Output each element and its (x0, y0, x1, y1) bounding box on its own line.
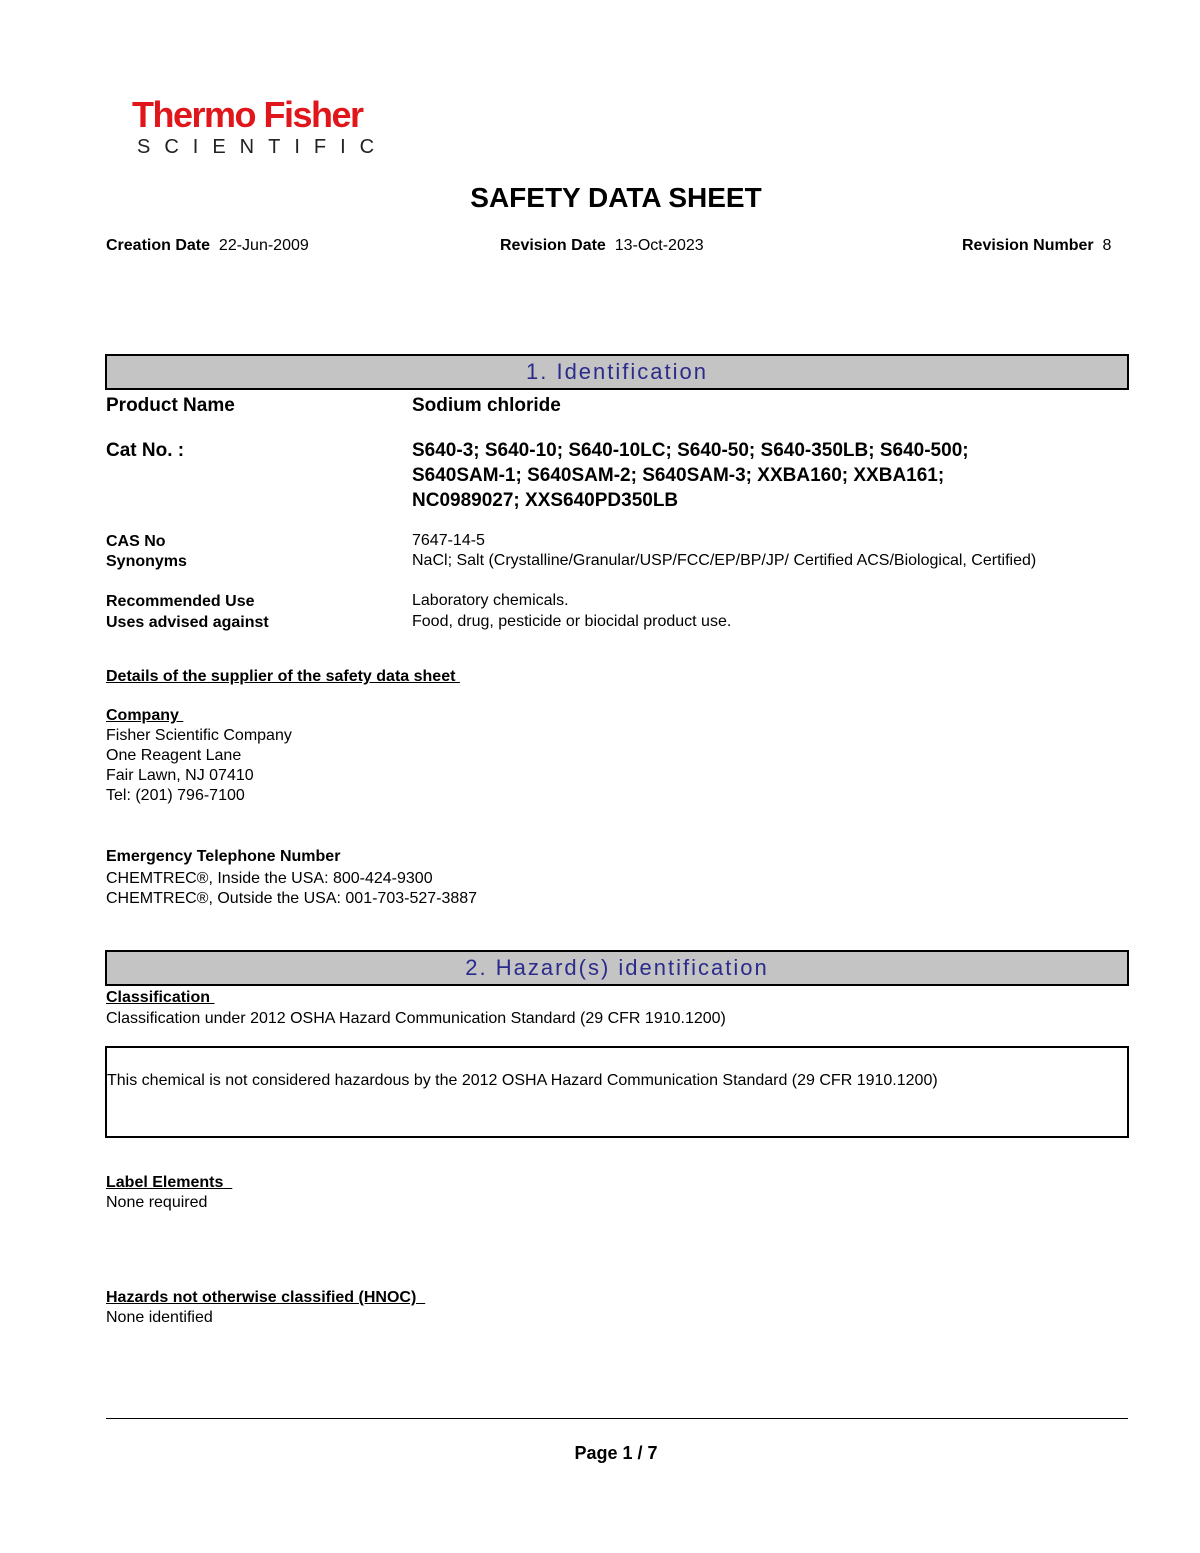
emergency-phone-line: CHEMTREC®, Inside the USA: 800-424-9300 (106, 870, 433, 887)
section-2-heading: 2. Hazard(s) identification (105, 950, 1129, 986)
company-line: One Reagent Lane (106, 747, 242, 764)
page-number: Page 1 / 7 (574, 1443, 658, 1463)
product-name-value: Sodium chloride (412, 395, 561, 416)
revision-date (500, 237, 704, 255)
cat-no-line: S640SAM-1; S640SAM-2; S640SAM-3; XXBA160; XXBA161; (412, 465, 945, 486)
revision-number-label: Revision Number (962, 237, 1094, 254)
product-name-label: Product Name (106, 395, 235, 416)
hazard-notice-text: This chemical is not considered hazardous by the 2012 OSHA Hazard Communication Standard (29 CFR 1910.1200) (107, 1072, 938, 1089)
emergency-phone-heading: Emergency Telephone Number (106, 848, 341, 865)
hazard-notice-box (105, 1046, 1129, 1138)
document-title: SAFETY DATA SHEET (470, 182, 762, 213)
recommended-use-value: Laboratory chemicals. (412, 592, 569, 609)
company-heading: Company (106, 707, 184, 724)
revision-number-value: 8 (1102, 237, 1112, 254)
company-address (106, 726, 292, 806)
supplier-details-heading: Details of the supplier of the safety data sheet (106, 668, 460, 685)
cat-no-label: Cat No. : (106, 440, 185, 461)
creation-date-label: Creation Date (106, 237, 211, 254)
section-1-heading: 1. Identification (105, 354, 1129, 390)
cas-no-label: CAS No (106, 533, 166, 550)
company-line: Fisher Scientific Company (106, 727, 292, 744)
revision-number (962, 237, 1111, 255)
label-elements-heading: Label Elements (106, 1174, 233, 1191)
uses-advised-against-label: Uses advised against (106, 614, 269, 631)
revision-date-value: 13-Oct-2023 (614, 237, 704, 254)
emergency-phone-line: CHEMTREC®, Outside the USA: 001-703-527-3887 (106, 890, 478, 907)
label-elements-text: None required (106, 1194, 208, 1211)
cat-no-value (412, 438, 969, 513)
synonyms-value: NaCl; Salt (Crystalline/Granular/USP/FCC/EP/BP/JP/ Certified ACS/Biological, Certified) (412, 552, 1037, 569)
synonyms-label: Synonyms (106, 553, 187, 570)
hnoc-text: None identified (106, 1309, 213, 1326)
revision-date-label: Revision Date (500, 237, 606, 254)
creation-date-value: 22-Jun-2009 (218, 237, 309, 254)
logo-brand-top: Thermo Fisher (132, 94, 363, 135)
cas-no-value: 7647-14-5 (412, 532, 485, 549)
cat-no-line: NC0989027; XXS640PD350LB (412, 490, 679, 511)
hnoc-heading: Hazards not otherwise classified (HNOC) (106, 1289, 426, 1306)
emergency-phone-list (106, 869, 477, 909)
recommended-use-label: Recommended Use (106, 593, 255, 610)
company-line: Fair Lawn, NJ 07410 (106, 767, 254, 784)
uses-advised-against-value: Food, drug, pesticide or biocidal product use. (412, 613, 732, 630)
cat-no-line: S640-3; S640-10; S640-10LC; S640-50; S640-350LB; S640-500; (412, 440, 969, 461)
thermo-fisher-logo (132, 95, 388, 159)
classification-heading: Classification (106, 989, 215, 1006)
logo-brand-bottom: SCIENTIFIC (137, 136, 389, 158)
company-line: Tel: (201) 796-7100 (106, 787, 245, 804)
classification-text: Classification under 2012 OSHA Hazard Communication Standard (29 CFR 1910.1200) (106, 1010, 726, 1027)
footer-divider (106, 1418, 1128, 1419)
creation-date (106, 237, 309, 255)
